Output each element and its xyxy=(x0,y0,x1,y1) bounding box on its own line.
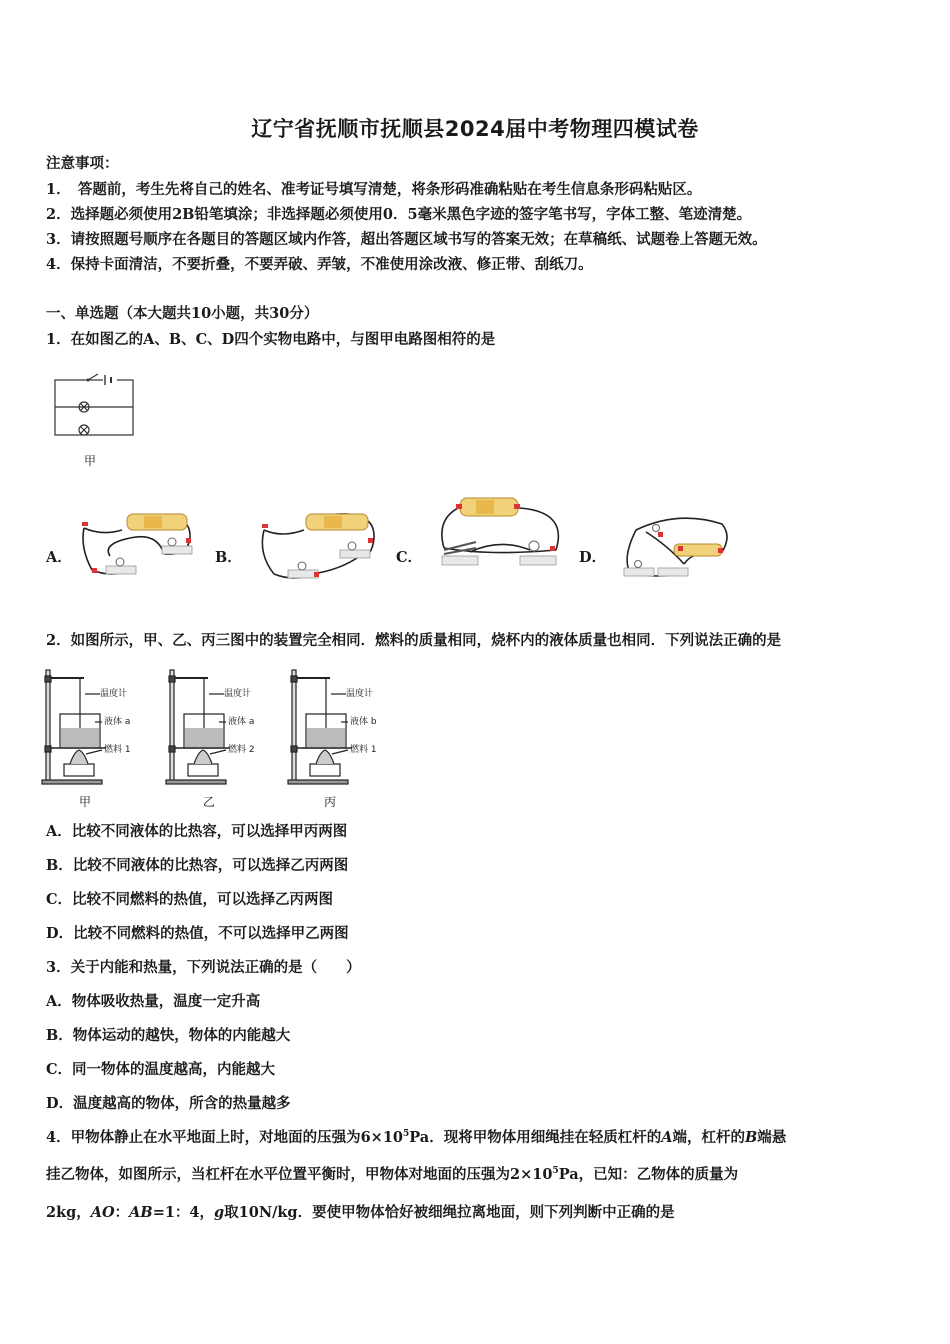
notice-item: 2．选择题必须使用2B铅笔填涂；非选择题必须使用0．5毫米黑色字迹的签字笔书写，字体工整、笔迹清楚。 xyxy=(46,206,752,223)
label-fuel: 燃料 2 xyxy=(228,745,255,755)
question-3-option-a: A．物体吸收热量，温度一定升高 xyxy=(46,993,261,1010)
question-2-option-a: A．比较不同液体的比热容，可以选择甲丙两图 xyxy=(46,823,348,840)
page-title: 辽宁省抚顺市抚顺县2024届中考物理四模试卷 xyxy=(251,117,699,141)
question-3-option-c: C．同一物体的温度越高，内能越大 xyxy=(46,1061,276,1078)
figure-caption: 甲 xyxy=(79,795,92,809)
notice-item: 4．保持卡面清洁，不要折叠，不要弄破、弄皱，不准使用涂改液、修正带、刮纸刀。 xyxy=(46,256,593,273)
question-3-stem: 3．关于内能和热量，下列说法正确的是（ ） xyxy=(46,959,361,976)
label-thermometer: 温度计 xyxy=(346,689,374,699)
option-c-label: C． xyxy=(396,549,423,566)
question-4-line-3: 2kg，AO：AB=1：4，g取10N/kg．要使甲物体恰好被细绳拉离地面，则下列判断中正确的是 xyxy=(46,1204,675,1221)
label-fuel: 燃料 1 xyxy=(350,745,377,755)
section-heading: 一、单选题（本大题共10小题，共30分） xyxy=(46,305,319,322)
question-2-option-c: C．比较不同燃料的热值，可以选择乙丙两图 xyxy=(46,891,334,908)
circuit-photo-b xyxy=(250,508,380,584)
figure-caption: 乙 xyxy=(203,795,216,809)
question-4-line-2: 挂乙物体，如图所示，当杠杆在水平位置平衡时，甲物体对地面的压强为$2\times 10^5Pa$，已知：乙物体的质量为 xyxy=(46,1166,739,1183)
circuit-photo-c xyxy=(430,490,570,580)
question-3-option-b: B．物体运动的越快，物体的内能越大 xyxy=(46,1027,291,1044)
label-thermometer: 温度计 xyxy=(100,689,128,699)
question-3-option-d: D．温度越高的物体，所含的热量越多 xyxy=(46,1095,291,1112)
notice-heading: 注意事项： xyxy=(46,155,119,172)
option-b-label: B． xyxy=(215,549,242,566)
option-a-label: A． xyxy=(46,549,72,566)
question-1-stem: 1．在如图乙的A、B、C、D四个实物电路中，与图甲电路图相符的是 xyxy=(46,331,496,348)
label-liquid: 液体 a xyxy=(228,717,255,727)
heating-apparatus-bing xyxy=(286,660,406,790)
question-4-line-1: 4．甲物体静止在水平地面上时，对地面的压强为$6\times 10^5Pa$．现将甲物体用细绳挂在轻质杠杆的A端，杠杆的B端悬 xyxy=(46,1129,787,1146)
question-2-option-b: B．比较不同液体的比热容，可以选择乙丙两图 xyxy=(46,857,349,874)
question-2-stem: 2．如图所示，甲、乙、丙三图中的装置完全相同．燃料的质量相同，烧杯内的液体质量也相同．下列说法正确的是 xyxy=(46,632,782,649)
circuit-photo-a xyxy=(72,508,197,584)
heating-apparatus-jia xyxy=(40,660,160,790)
notice-item: 3．请按照题号顺序在各题目的答题区域内作答，超出答题区域书写的答案无效；在草稿纸、试题卷上答题无效。 xyxy=(46,231,767,248)
circuit-photo-d xyxy=(618,510,733,584)
label-thermometer: 温度计 xyxy=(224,689,252,699)
option-d-label: D． xyxy=(579,549,607,566)
notice-item: 1． 答题前，考生先将自己的姓名、准考证号填写清楚，将条形码准确粘贴在考生信息条形码粘贴区。 xyxy=(46,181,702,198)
heating-apparatus-yi xyxy=(164,660,284,790)
label-fuel: 燃料 1 xyxy=(104,745,131,755)
figure-label: 甲 xyxy=(84,454,97,468)
figure-caption: 丙 xyxy=(324,795,337,809)
label-liquid: 液体 a xyxy=(104,717,131,727)
question-2-option-d: D．比较不同燃料的热值，不可以选择甲乙两图 xyxy=(46,925,349,942)
label-liquid: 液体 b xyxy=(350,717,377,727)
